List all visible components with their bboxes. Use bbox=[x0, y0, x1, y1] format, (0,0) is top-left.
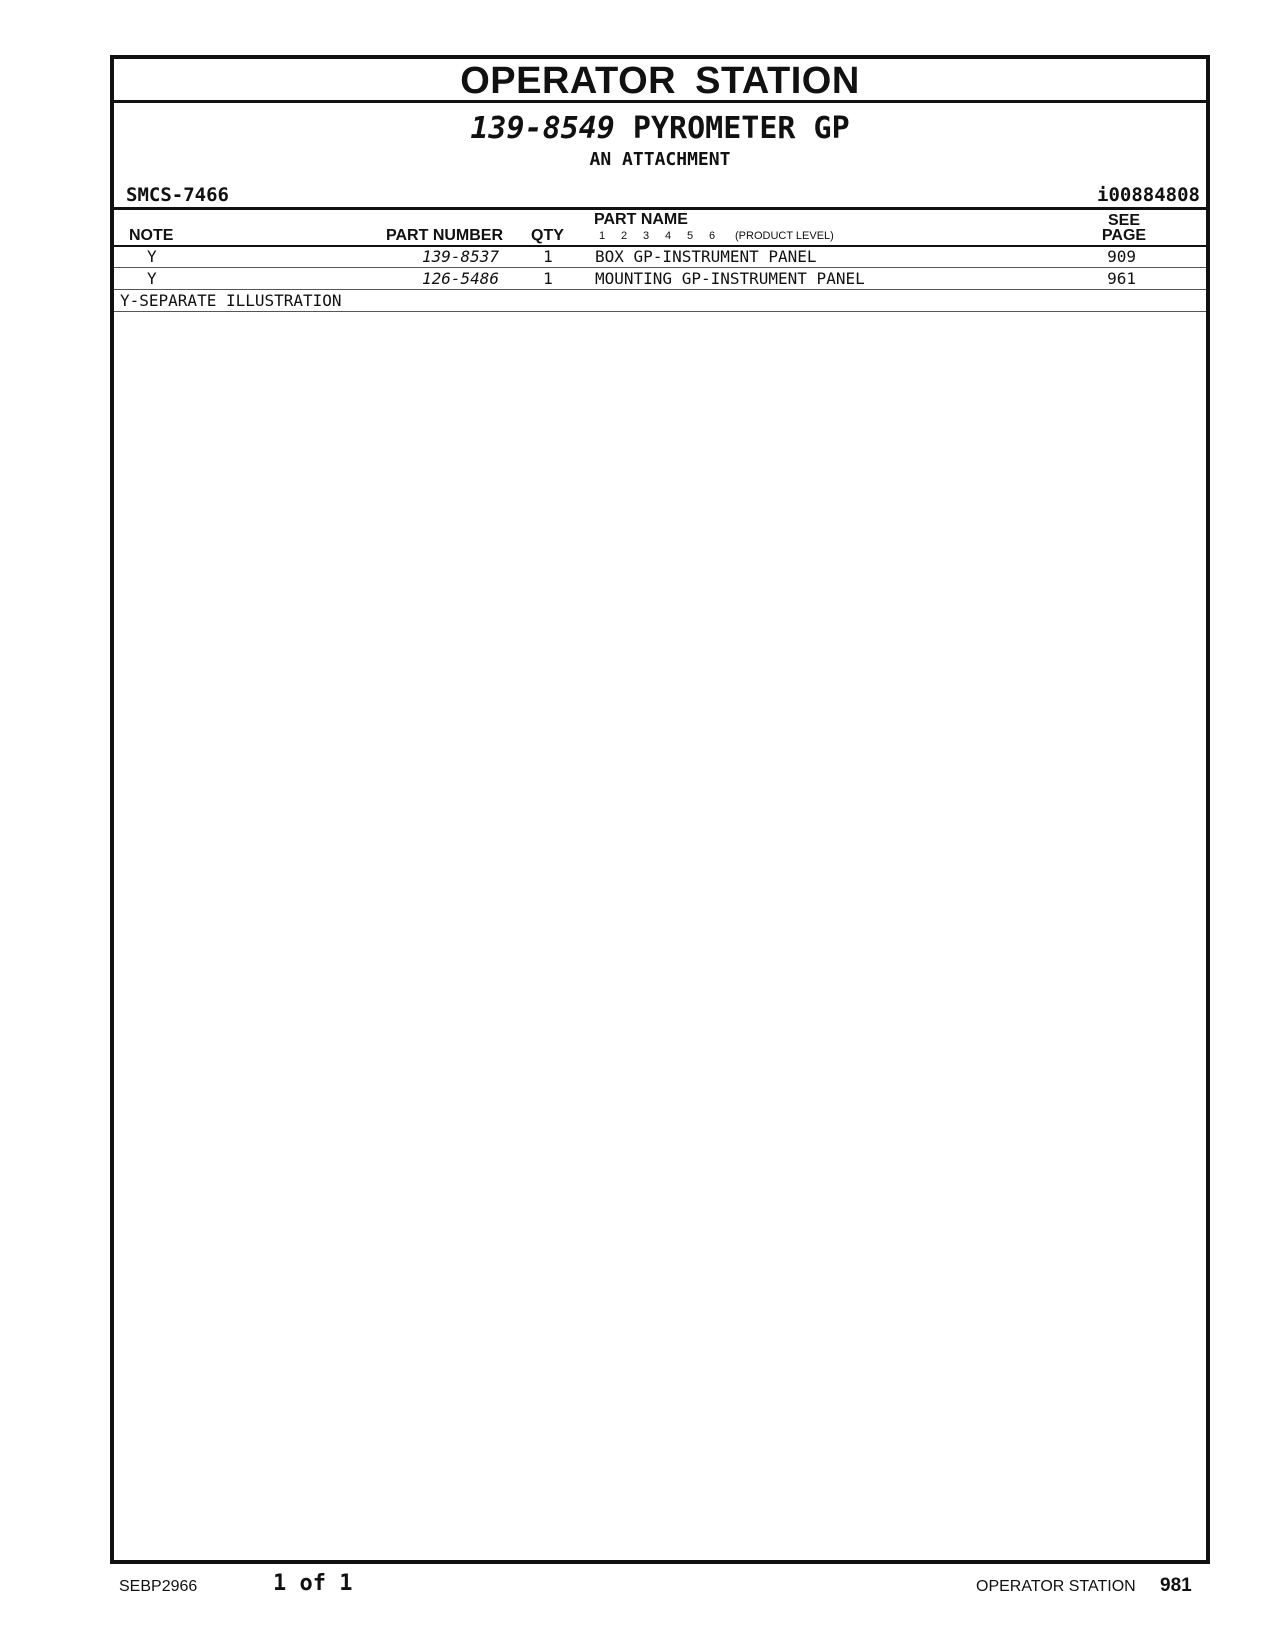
row-2-part-number: 126-5486 bbox=[421, 269, 499, 288]
group-title bbox=[114, 112, 1206, 146]
row-1-part-name: BOX GP-INSTRUMENT PANEL bbox=[595, 247, 817, 266]
col-part-number-header: PART NUMBER bbox=[386, 227, 504, 244]
group-part-number: 139-8549 bbox=[470, 111, 615, 146]
page-frame bbox=[110, 55, 1210, 1564]
table-footnote: Y-SEPARATE ILLUSTRATION bbox=[120, 291, 342, 310]
col-qty-header: QTY bbox=[531, 227, 564, 244]
col-part-name-header: PART NAME bbox=[594, 211, 688, 228]
row-1-note: Y bbox=[147, 247, 157, 266]
group-subtitle: AN ATTACHMENT bbox=[589, 149, 731, 170]
level-6: 6 bbox=[709, 230, 716, 242]
page-number: 981 bbox=[1160, 1575, 1192, 1596]
row-1-qty: 1 bbox=[543, 247, 553, 266]
row-1-part-number: 139-8537 bbox=[421, 247, 499, 266]
level-2: 2 bbox=[621, 230, 628, 242]
row-divider bbox=[114, 289, 1206, 290]
footnote-rule bbox=[114, 311, 1206, 312]
header-rule bbox=[114, 207, 1206, 210]
product-levels bbox=[599, 229, 834, 243]
row-2-part-name: MOUNTING GP-INSTRUMENT PANEL bbox=[595, 269, 865, 288]
doc-id: SEBP2966 bbox=[119, 1578, 198, 1595]
level-5: 5 bbox=[687, 230, 694, 242]
col-note-header: NOTE bbox=[129, 227, 174, 244]
row-2-note: Y bbox=[147, 269, 157, 288]
level-3: 3 bbox=[643, 230, 650, 242]
level-1: 1 bbox=[599, 230, 606, 242]
level-4: 4 bbox=[665, 230, 672, 242]
section-title: OPERATOR STATION bbox=[114, 59, 1206, 103]
col-see-header: SEE bbox=[1107, 212, 1140, 229]
row-divider bbox=[114, 267, 1206, 268]
col-page-header: PAGE bbox=[1101, 227, 1147, 244]
page-of: 1 of 1 bbox=[273, 1571, 353, 1596]
footer-section: OPERATOR STATION bbox=[976, 1578, 1136, 1595]
row-2-qty: 1 bbox=[543, 269, 553, 288]
row-2-page: 961 bbox=[1107, 269, 1136, 288]
illustration-id: i00884808 bbox=[1097, 184, 1200, 206]
group-name: PYROMETER GP bbox=[632, 111, 850, 146]
product-level-label: (PRODUCT LEVEL) bbox=[735, 230, 834, 242]
row-1-page: 909 bbox=[1107, 247, 1136, 266]
smcs-code: SMCS-7466 bbox=[126, 184, 229, 206]
